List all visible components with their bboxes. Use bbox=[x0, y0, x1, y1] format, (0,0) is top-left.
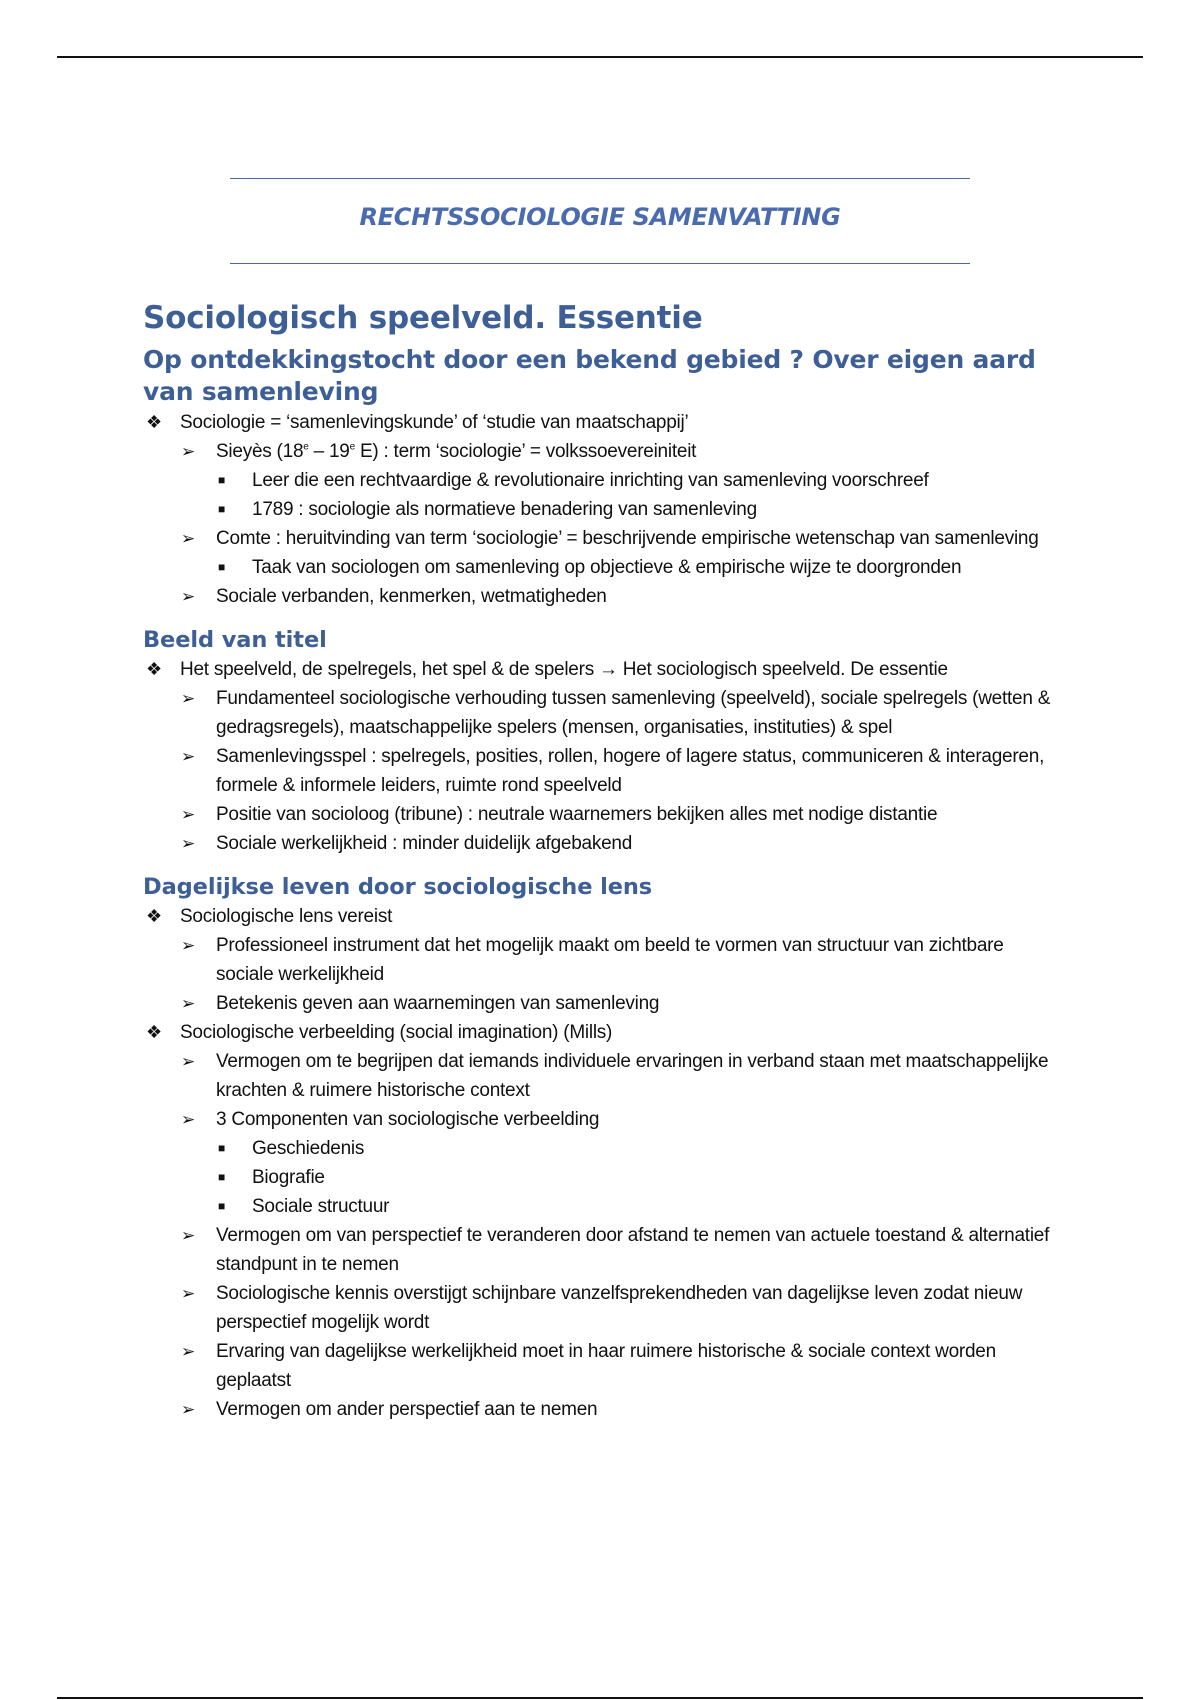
item-text: Vermogen om ander perspectief aan te nemen bbox=[216, 1399, 598, 1420]
heading-main: Sociologisch speelveld. Essentie bbox=[143, 300, 703, 336]
item-text-mid: – 19 bbox=[308, 441, 350, 462]
list-item bbox=[143, 829, 1063, 858]
section3-sublist bbox=[143, 931, 1063, 1018]
list-item bbox=[143, 1337, 1063, 1395]
item-text: Sociologische kennis overstijgt schijnbare vanzelfsprekendheden van dagelijkse leven zodat nieuw perspectief mogelijk wordt bbox=[216, 1283, 1023, 1333]
arrow-bullet-icon: ➢ bbox=[181, 1400, 195, 1419]
section1-heading: Op ontdekkingstocht door een bekend gebied ? Over eigen aard van samenleving bbox=[143, 345, 1036, 406]
list-item bbox=[143, 931, 1063, 989]
square-bullet-icon: ■ bbox=[218, 560, 225, 574]
item-text: Samenlevingsspel : spelregels, posities, rollen, hogere of lagere status, communiceren & interageren, formele & informele leiders, ruimte rond speelveld bbox=[216, 746, 1045, 796]
list-item bbox=[143, 1047, 1063, 1105]
list-item bbox=[143, 495, 1063, 524]
item-text: Sociale structuur bbox=[252, 1196, 390, 1217]
superscript: e bbox=[303, 441, 309, 453]
superscript: e bbox=[349, 441, 355, 453]
section3-list bbox=[143, 1018, 1063, 1047]
list-item bbox=[143, 437, 1063, 466]
item-text: Sociologische lens vereist bbox=[180, 906, 393, 927]
list-item bbox=[143, 742, 1063, 800]
item-text: Betekenis geven aan waarnemingen van samenleving bbox=[216, 993, 660, 1014]
section3-subsublist bbox=[143, 1134, 1063, 1221]
square-bullet-icon: ■ bbox=[218, 1170, 225, 1184]
item-text: Professioneel instrument dat het mogelijk maakt om beeld te vormen van structuur van zichtbare sociale werkelijkheid bbox=[216, 935, 1004, 985]
arrow-bullet-icon: ➢ bbox=[181, 834, 195, 853]
list-item bbox=[143, 1105, 1063, 1134]
list-item bbox=[143, 553, 1063, 582]
page-top-rule bbox=[57, 56, 1143, 58]
square-bullet-icon: ■ bbox=[218, 502, 225, 516]
list-item bbox=[143, 1134, 1063, 1163]
section1-subsublist bbox=[143, 553, 1063, 582]
item-text: Sociologische verbeelding (social imagination) (Mills) bbox=[180, 1022, 613, 1043]
list-item bbox=[143, 1279, 1063, 1337]
square-bullet-icon: ■ bbox=[218, 473, 225, 487]
item-text: Sociale verbanden, kenmerken, wetmatigheden bbox=[216, 586, 607, 607]
list-item bbox=[143, 1192, 1063, 1221]
section3-heading: Dagelijkse leven door sociologische lens bbox=[143, 874, 653, 900]
section1-subsublist bbox=[143, 466, 1063, 524]
arrow-bullet-icon: ➢ bbox=[181, 529, 195, 548]
section1-sublist bbox=[143, 437, 1063, 466]
arrow-bullet-icon: ➢ bbox=[181, 1226, 195, 1245]
list-item bbox=[143, 655, 1063, 684]
list-item bbox=[143, 1018, 1063, 1047]
list-item bbox=[143, 582, 1063, 611]
arrow-bullet-icon: ➢ bbox=[181, 442, 195, 461]
item-text: Vermogen om te begrijpen dat iemands individuele ervaringen in verband staan met maatschappelijke krachten & ruimere historische context bbox=[216, 1051, 1049, 1101]
section2-sublist bbox=[143, 684, 1063, 858]
arrow-bullet-icon: ➢ bbox=[181, 747, 195, 766]
arrow-bullet-icon: ➢ bbox=[181, 1110, 195, 1129]
list-item bbox=[143, 1163, 1063, 1192]
section2-list bbox=[143, 655, 1063, 684]
item-text: Positie van socioloog (tribune) : neutrale waarnemers bekijken alles met nodige distantie bbox=[216, 804, 938, 825]
item-text: Taak van sociologen om samenleving op objectieve & empirische wijze te doorgronden bbox=[252, 557, 962, 578]
item-text: Ervaring van dagelijkse werkelijkheid moet in haar ruimere historische & sociale context worden geplaatst bbox=[216, 1341, 996, 1391]
list-item bbox=[143, 902, 1063, 931]
diamond-bullet-icon: ❖ bbox=[146, 412, 162, 432]
list-item bbox=[143, 684, 1063, 742]
title-box bbox=[230, 178, 970, 264]
list-item bbox=[143, 1395, 1063, 1424]
list-item bbox=[143, 800, 1063, 829]
arrow-bullet-icon: ➢ bbox=[181, 805, 195, 824]
item-text: Leer die een rechtvaardige & revolutionaire inrichting van samenleving voorschreef bbox=[252, 470, 929, 491]
item-text-pre: Sieyès (18 bbox=[216, 441, 304, 462]
list-item bbox=[143, 1221, 1063, 1279]
section3-sublist bbox=[143, 1221, 1063, 1424]
item-text: 3 Componenten van sociologische verbeelding bbox=[216, 1109, 600, 1130]
section2-heading: Beeld van titel bbox=[143, 627, 327, 653]
item-text: Fundamenteel sociologische verhouding tussen samenleving (speelveld), sociale spelregels (wetten & gedragsregels), maatschappelijke spelers (mensen, organisaties, instituties) & spel bbox=[216, 688, 1051, 738]
item-text: Biografie bbox=[252, 1167, 325, 1188]
square-bullet-icon: ■ bbox=[218, 1199, 225, 1213]
section1-list bbox=[143, 408, 1063, 437]
item-text: Het speelveld, de spelregels, het spel & de spelers → Het sociologisch speelveld. De essentie bbox=[180, 659, 948, 680]
list-item bbox=[143, 989, 1063, 1018]
section1-sublist bbox=[143, 524, 1063, 553]
arrow-bullet-icon: ➢ bbox=[181, 1284, 195, 1303]
item-text: Comte : heruitvinding van term ‘sociologie’ = beschrijvende empirische wetenschap van samenleving bbox=[216, 528, 1039, 549]
list-item bbox=[143, 524, 1063, 553]
document-body bbox=[143, 298, 1063, 1424]
arrow-bullet-icon: ➢ bbox=[181, 1342, 195, 1361]
section3-list bbox=[143, 902, 1063, 931]
page-bottom-rule bbox=[57, 1697, 1143, 1699]
arrow-bullet-icon: ➢ bbox=[181, 587, 195, 606]
document-title: RECHTSSOCIOLOGIE SAMENVATTING bbox=[359, 203, 841, 231]
arrow-bullet-icon: ➢ bbox=[181, 936, 195, 955]
section3-sublist bbox=[143, 1047, 1063, 1134]
item-text: Geschiedenis bbox=[252, 1138, 365, 1159]
item-text: Sociale werkelijkheid : minder duidelijk afgebakend bbox=[216, 833, 633, 854]
arrow-bullet-icon: ➢ bbox=[181, 994, 195, 1013]
diamond-bullet-icon: ❖ bbox=[146, 906, 162, 926]
diamond-bullet-icon: ❖ bbox=[146, 659, 162, 679]
list-item bbox=[143, 408, 1063, 437]
square-bullet-icon: ■ bbox=[218, 1141, 225, 1155]
item-text: Vermogen om van perspectief te veranderen door afstand te nemen van actuele toestand & alternatief standpunt in te nemen bbox=[216, 1225, 1050, 1275]
section1-sublist bbox=[143, 582, 1063, 611]
list-item bbox=[143, 466, 1063, 495]
item-text: 1789 : sociologie als normatieve benadering van samenleving bbox=[252, 499, 757, 520]
arrow-bullet-icon: ➢ bbox=[181, 689, 195, 708]
arrow-bullet-icon: ➢ bbox=[181, 1052, 195, 1071]
diamond-bullet-icon: ❖ bbox=[146, 1022, 162, 1042]
item-text: Sociologie = ‘samenlevingskunde’ of ‘studie van maatschappij’ bbox=[180, 412, 689, 433]
item-text-post: E) : term ‘sociologie’ = volkssoevereiniteit bbox=[354, 441, 697, 462]
